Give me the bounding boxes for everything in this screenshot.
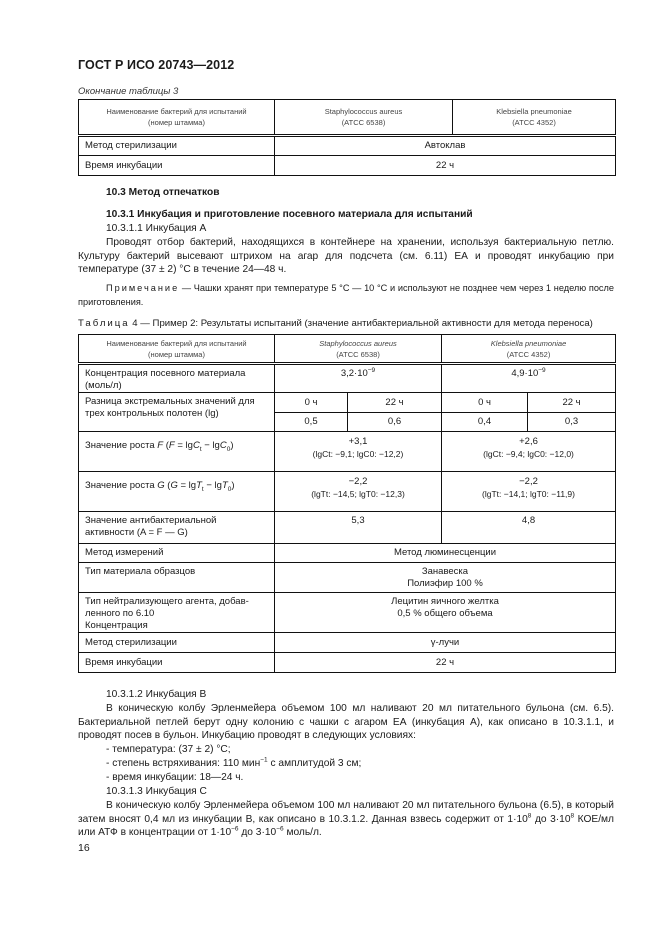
value-cell: 0,5 <box>275 413 348 432</box>
section-10-3-1-3-heading: 10.3.1.3 Инкубация С <box>106 786 207 797</box>
time-cell: 0 ч <box>275 393 348 413</box>
row-label: Тип нейтрализующего агента, добав- ленного по 6.10 Концентрация <box>79 593 275 633</box>
table-row-concentration <box>79 364 616 393</box>
paragraph-10-3-1-3: В коническую колбу Эрленмейера объемом 100 мл наливают 20 мл питательного бульона (6.5), в который затем вносят 0,4 мл из инкубации В, как описано в 10.3.1.2. Данная взвесь содержит от $1\cdot 10^8$ до $3\cdot 10^8$ КОЕ/мл или АТФ в концентрации от $1\cdot 10^{-6}$ до $3\cdot 10^{-6}$ моль/л. <box>78 800 614 838</box>
table4-header-sa: Staphylococcus aureus (ATCC 6538) <box>275 335 442 364</box>
row-label: Значение антибактериальной активности (A = F — G) <box>79 512 275 544</box>
table-row-growth-g <box>79 472 616 512</box>
growth-f-sa: +3,1 (lgCt: −9,1; lgC0: −12,2) <box>275 432 442 472</box>
value-cell: 0,6 <box>348 413 442 432</box>
table3-header-bacteria: Наименование бактерий для испытаний (номер штамма) <box>79 100 275 136</box>
table3 <box>78 99 616 176</box>
time-cell: 0 ч <box>442 393 528 413</box>
document-header: ГОСТ Р ИСО 20743—2012 <box>78 58 235 72</box>
time-cell: 22 ч <box>528 393 616 413</box>
growth-g-kp: −2,2 (lgTt: −14,1; lgT0: −11,9) <box>442 472 616 512</box>
table-row-activity <box>79 512 616 544</box>
table-row <box>79 156 616 176</box>
growth-g-sa: −2,2 (lgTt: −14,5; lgT0: −12,3) <box>275 472 442 512</box>
table3-caption: Окончание таблицы 3 <box>78 86 179 97</box>
row-label: Тип материала образцов <box>79 563 275 593</box>
sterilization-value: γ-лучи <box>275 633 616 653</box>
section-10-3-1-2-heading: 10.3.1.2 Инкубация В <box>106 689 207 700</box>
row-label: Метод стерилизации <box>79 136 275 156</box>
table-row-material <box>79 563 616 593</box>
table4 <box>78 334 616 673</box>
material-value: Занавеска Полиэфир 100 % <box>275 563 616 593</box>
table-row-method <box>79 544 616 563</box>
list-item: - температура: (37 ± 2) °С; <box>106 744 231 755</box>
row-label: Метод измерений <box>79 544 275 563</box>
conc-kp: $4,9\cdot 10^{-9}$ <box>442 364 616 393</box>
row-label: Концентрация посевного материала (моль/л) <box>79 364 275 393</box>
activity-sa: 5,3 <box>275 512 442 544</box>
conc-sa: $3,2\cdot 10^{-9}$ <box>275 364 442 393</box>
method-value: Метод люминесценции <box>275 544 616 563</box>
activity-kp: 4,8 <box>442 512 616 544</box>
row-value: Автоклав <box>275 136 616 156</box>
table4-header-bacteria: Наименование бактерий для испытаний (номер штамма) <box>79 335 275 364</box>
table-row-sterilization <box>79 633 616 653</box>
incubation-value: 22 ч <box>275 653 616 673</box>
table4-caption: Таблица 4 — Пример 2: Результаты испытаний (значение антибактериальной активности для метода переноса) <box>78 318 593 329</box>
list-item: - время инкубации: 18—24 ч. <box>106 772 244 783</box>
time-cell: 22 ч <box>348 393 442 413</box>
row-label: Время инкубации <box>79 156 275 176</box>
table-row-diff <box>79 393 616 413</box>
paragraph-10-3-1-2: В коническую колбу Эрленмейера объемом 100 мл наливают 20 мл питательного бульона (см. 6.5). Бактериальной петлей берут одну колонию с чашки с агаром ЕА (инкубация А), как описано в 10.3.1.1, и проводят посев в бульон. Инкубацию проводят в следующих условиях: <box>78 703 614 741</box>
table-row-incubation <box>79 653 616 673</box>
list-item: - степень встряхивания: 110 мин$^{-1}$ с амплитудой 3 см; <box>106 756 362 769</box>
value-cell: 0,4 <box>442 413 528 432</box>
table-row <box>79 136 616 156</box>
growth-f-kp: +2,6 (lgCt: −9,4; lgC0: −12,0) <box>442 432 616 472</box>
paragraph-10-3-1-1: Проводят отбор бактерий, находящихся в контейнере на хранении, используя бактериальную петлю. Культуру бактерий высевают штрихом на агар для подсчета (см. 6.11) ЕА и проводят инкубацию при температуре (37 ± 2) °С в течение 24—48 ч. <box>78 237 614 275</box>
row-label: Значение роста F (F = lgC$_t$ − lgC$_0$) <box>79 432 275 472</box>
neutralizer-value: Лецитин яичного желтка 0,5 % общего объема <box>275 593 616 633</box>
row-value: 22 ч <box>275 156 616 176</box>
row-label: Значение роста G (G = lgT$_t$ − lgT$_0$) <box>79 472 275 512</box>
table3-header-sa: Staphylococcus aureus (ATCC 6538) <box>275 100 453 136</box>
table3-header-kp: Klebsiella pneumoniae (ATCC 4352) <box>453 100 616 136</box>
row-label: Разница экстремальных значений для трех контрольных полотен (lg) <box>79 393 275 432</box>
section-10-3-1-1-heading: 10.3.1.1 Инкубация А <box>106 223 207 234</box>
section-10-3-heading: 10.3 Метод отпечатков <box>106 187 220 198</box>
row-label: Время инкубации <box>79 653 275 673</box>
note: Примечание — Чашки хранят при температуре 5 °С — 10 °С и используют не позднее чем через 1 неделю после приготовления. <box>78 283 614 307</box>
value-cell: 0,3 <box>528 413 616 432</box>
table-row-growth-f <box>79 432 616 472</box>
table4-header-kp: Klebsiella pneumoniae (ATCC 4352) <box>442 335 616 364</box>
table-row-neutralizer <box>79 593 616 633</box>
row-label: Метод стерилизации <box>79 633 275 653</box>
page-number: 16 <box>78 842 90 854</box>
section-10-3-1-heading: 10.3.1 Инкубация и приготовление посевного материала для испытаний <box>106 209 473 220</box>
